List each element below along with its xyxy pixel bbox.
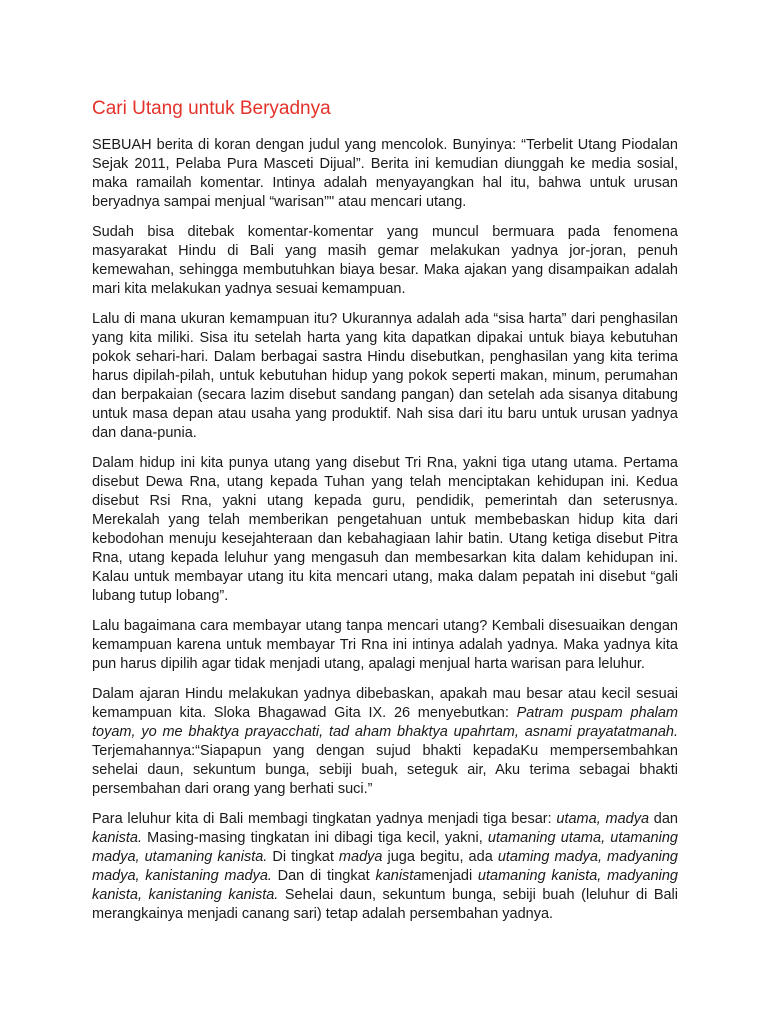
paragraph-5: Lalu bagaimana cara membayar utang tanpa mencari utang? Kembali disesuaikan dengan kemampuan karena untuk membayar Tri Rna ini intinya adalah yadnya. Maka yadnya kita pun harus dipilih agar tidak menjadi utang, apalagi menjual harta warisan para leluhur.	[92, 618, 678, 672]
paragraph-7-text-c: Masing-masing tingkatan ini dibagi tiga kecil, yakni,	[141, 830, 488, 846]
article	[92, 96, 678, 935]
paragraph-1: SEBUAH berita di koran dengan judul yang mencolok. Bunyinya: “Terbelit Utang Piodalan Sejak 2011, Pelaba Pura Masceti Dijual”. Berita ini kemudian diunggah ke media sosial, maka ramailah komentar. Intinya adalah menyayangkan hal itu, bahwa untuk urusan beryadnya sampai menjual “warisan”" atau mencari utang.	[92, 137, 678, 210]
paragraph-7-text-g: menjadi	[421, 868, 478, 884]
paragraph-7-text-d: Di tingkat	[267, 849, 339, 865]
paragraph-7-text-b: dan	[649, 811, 678, 827]
article-title: Cari Utang untuk Beryadnya	[92, 98, 331, 119]
paragraph-6	[92, 685, 678, 799]
paragraph-7-italic-3: utamaning utama, utamaning madya, utamaning kanista.	[92, 830, 678, 865]
paragraph-7-text-e: juga begitu, ada	[382, 849, 498, 865]
sloka-quote: Patram puspam phalam toyam, yo me bhaktya prayacchati, tad aham bhaktya upahrtam, asnami prayatatmanah.	[92, 705, 678, 740]
paragraph-4: Dalam hidup ini kita punya utang yang disebut Tri Rna, yakni tiga utang utama. Pertama disebut Dewa Rna, utang kepada Tuhan yang telah menciptakan kehidupan ini. Kedua disebut Rsi Rna, yakni utang kepada guru, pendidik, pemerintah dan seterusnya. Merekalah yang telah memberikan pengetahuan untuk membebaskan hidup kita dari kebodohan menuju kesejahteraan dan kebahagiaan lahir batin. Utang ketiga disebut Pitra Rna, utang kepada leluhur yang mengasuh dan membesarkan kita dalam kehidupan ini. Kalau untuk membayar utang itu kita mencari utang, maka dalam pepatah ini disebut “gali lubang tutup lobang”.	[92, 455, 678, 604]
paragraph-7	[92, 810, 678, 924]
paragraph-7-italic-6: kanista	[375, 868, 422, 884]
paragraph-2: Sudah bisa ditebak komentar-komentar yang muncul bermuara pada fenomena masyarakat Hindu di Bali yang masih gemar melakukan yadnya jor-joran, penuh kemewahan, sehingga membutuhkan biaya besar. Maka ajakan yang disampaikan adalah mari kita melakukan yadnya sesuai kemampuan.	[92, 224, 678, 297]
paragraph-7-italic-5: utaming madya, madyaning madya, kanistaning madya.	[92, 849, 678, 884]
paragraph-7-text-h: Sehelai daun, sekuntum bunga, sebiji buah (leluhur di Bali merangkainya menjadi canang sari) tetap adalah persembahan yadnya.	[92, 887, 679, 922]
paragraph-6-text-b: Terjemahannya:“Siapapun yang dengan sujud bhakti kepadaKu mempersembahkan sehelai daun, sekuntum bunga, sebiji buah, seteguk air, Aku terima sebagai bhakti persembahan dari orang yang berhati suci.”	[92, 743, 678, 797]
paragraph-6-text-a: Dalam ajaran Hindu melakukan yadnya dibebaskan, apakah mau besar atau kecil sesuai kemampuan kita. Sloka Bhagawad Gita IX. 26 menyebutkan:	[92, 686, 678, 721]
paragraph-7-italic-1: utama, madya	[556, 811, 650, 827]
paragraph-3: Lalu di mana ukuran kemampuan itu? Ukurannya adalah ada “sisa harta” dari penghasilan yang kita miliki. Sisa itu setelah harta yang kita dapatkan dipakai untuk biaya kebutuhan pokok sehari-hari. Dalam berbagai sastra Hindu disebutkan, penghasilan yang kita terima harus dipilah-pilah, untuk kebutuhan hidup yang pokok seperti makan, minum, perumahan dan berpakaian (secara lazim disebut sandang pangan) dan setelah ada sisanya ditabung untuk masa depan atau usaha yang produktif. Nah sisa dari itu baru untuk urusan yadnya dan dana-punia.	[92, 311, 678, 441]
paragraph-7-text-a: Para leluhur kita di Bali membagi tingkatan yadnya menjadi tiga besar:	[92, 811, 557, 827]
paragraph-7-text-f: Dan di tingkat	[271, 868, 376, 884]
paragraph-7-italic-7: utamaning kanista, madyaning kanista, kanistaning kanista.	[92, 868, 678, 903]
paragraph-7-italic-4: madya	[338, 849, 383, 865]
paragraph-7-italic-2: kanista.	[92, 830, 142, 846]
